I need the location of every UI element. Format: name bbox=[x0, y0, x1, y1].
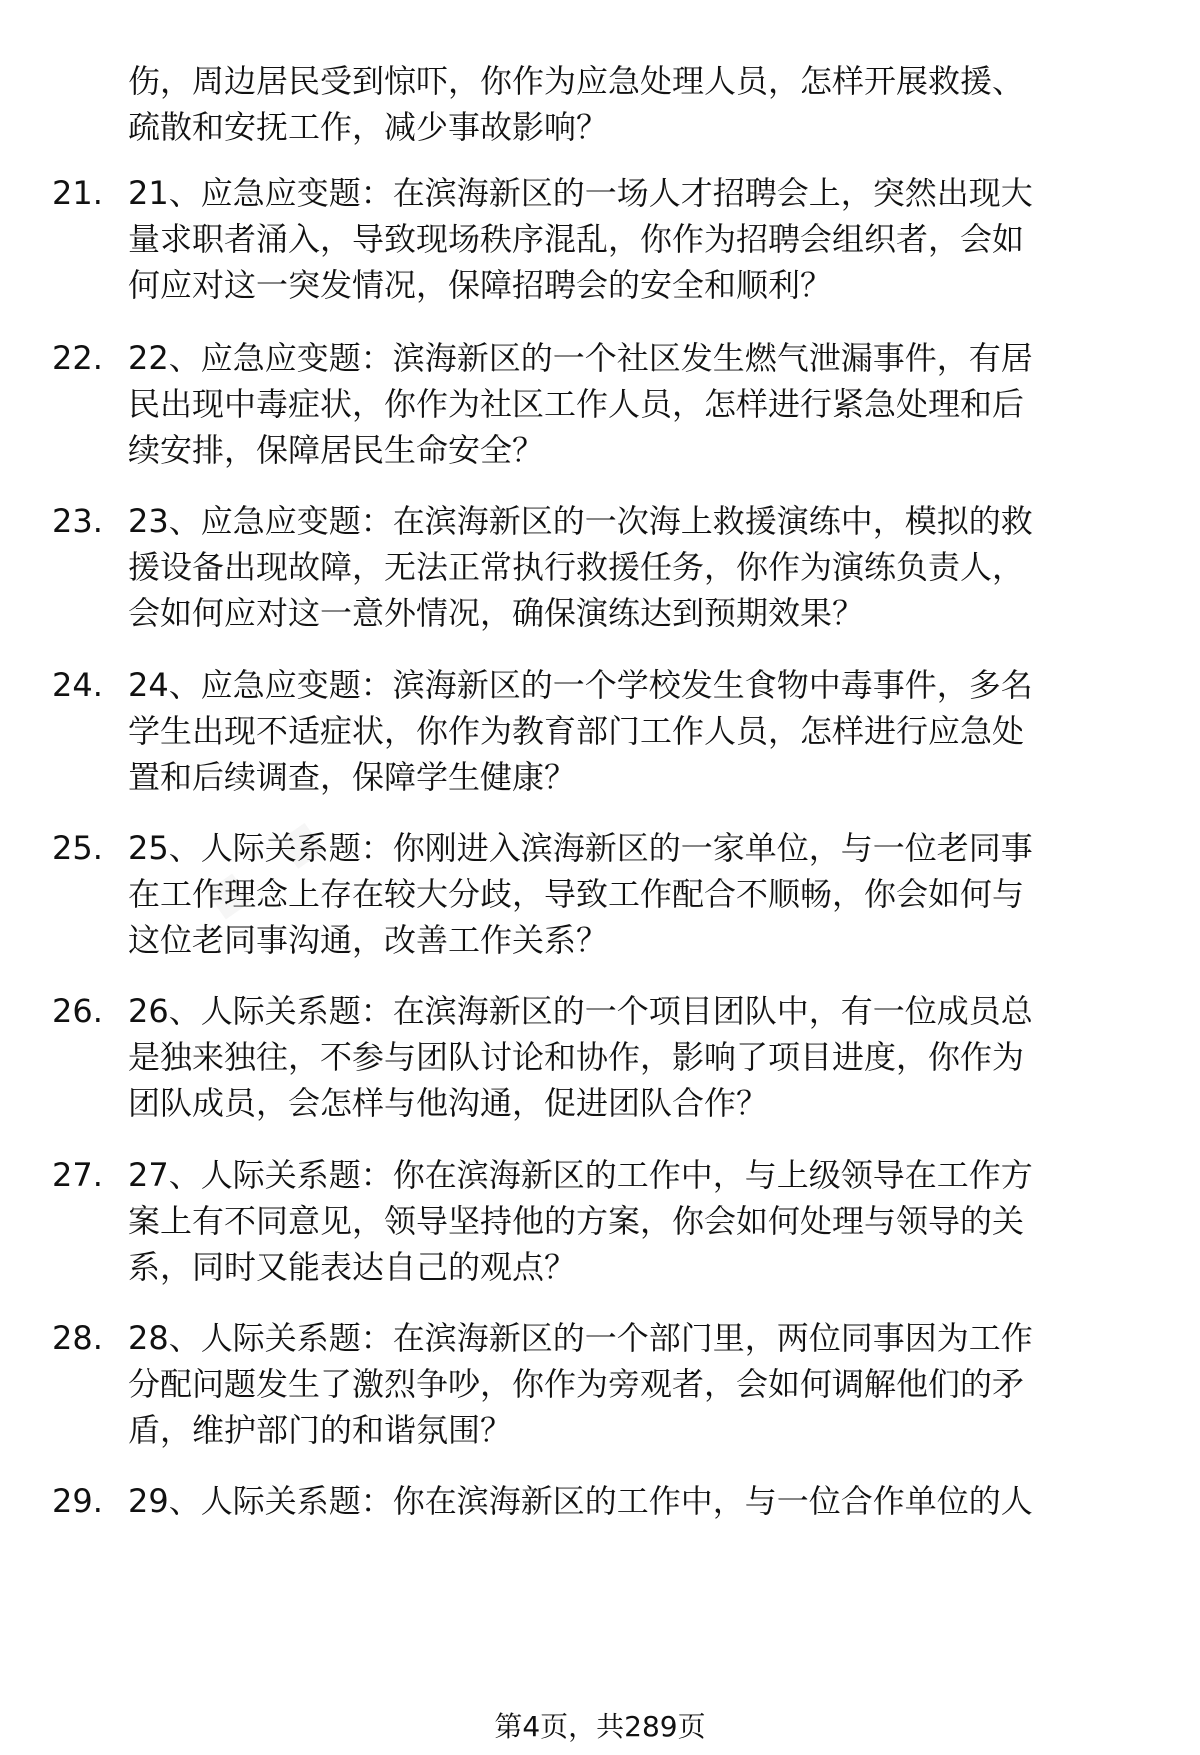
text-line: 21、应急应变题：在滨海新区的一场人才招聘会上，突然出现大 bbox=[128, 174, 1033, 212]
text-line: 这位老同事沟通，改善工作关系？ bbox=[128, 921, 609, 959]
item-number: 23. bbox=[52, 502, 103, 540]
continuation-text bbox=[128, 58, 1148, 150]
text-line: 28、人际关系题：在滨海新区的一个部门里，两位同事因为工作 bbox=[128, 1319, 1033, 1357]
text-line: 是独来独往，不参与团队讨论和协作，影响了项目进度，你作为 bbox=[128, 1038, 1025, 1076]
item-text bbox=[128, 335, 1148, 473]
item-text bbox=[128, 988, 1148, 1126]
item-text bbox=[128, 662, 1148, 800]
text-line: 团队成员，会怎样与他沟通，促进团队合作？ bbox=[128, 1084, 769, 1122]
item-text bbox=[128, 1315, 1148, 1453]
item-text bbox=[128, 1152, 1148, 1290]
text-line: 续安排，保障居民生命安全？ bbox=[128, 431, 545, 469]
item-number: 24. bbox=[52, 666, 103, 704]
text-line: 学生出现不适症状，你作为教育部门工作人员，怎样进行应急处 bbox=[128, 712, 1025, 750]
text-line: 量求职者涌入，导致现场秩序混乱，你作为招聘会组织者，会如 bbox=[128, 220, 1025, 258]
text-line: 23、应急应变题：在滨海新区的一次海上救援演练中，模拟的救 bbox=[128, 502, 1033, 540]
text-line: 援设备出现故障，无法正常执行救援任务，你作为演练负责人， bbox=[128, 548, 1025, 586]
item-number: 26. bbox=[52, 992, 103, 1030]
text-line: 民出现中毒症状，你作为社区工作人员，怎样进行紧急处理和后 bbox=[128, 385, 1025, 423]
item-number: 29. bbox=[52, 1482, 103, 1520]
item-text bbox=[128, 498, 1148, 636]
text-line: 伤，周边居民受到惊吓，你作为应急处理人员，怎样开展救援、 bbox=[128, 62, 1025, 100]
item-text bbox=[128, 1478, 1148, 1524]
text-line: 24、应急应变题：滨海新区的一个学校发生食物中毒事件，多名 bbox=[128, 666, 1033, 704]
text-line: 26、人际关系题：在滨海新区的一个项目团队中，有一位成员总 bbox=[128, 992, 1033, 1030]
text-line: 分配问题发生了激烈争吵，你作为旁观者，会如何调解他们的矛 bbox=[128, 1365, 1025, 1403]
text-line: 29、人际关系题：你在滨海新区的工作中，与一位合作单位的人 bbox=[128, 1482, 1033, 1520]
page-footer: 第4页，共289页 bbox=[494, 1710, 706, 1743]
item-number: 25. bbox=[52, 829, 103, 867]
text-line: 置和后续调查，保障学生健康？ bbox=[128, 758, 577, 796]
text-line: 系，同时又能表达自己的观点？ bbox=[128, 1248, 577, 1286]
text-line: 盾，维护部门的和谐氛围？ bbox=[128, 1411, 513, 1449]
text-line: 27、人际关系题：你在滨海新区的工作中，与上级领导在工作方 bbox=[128, 1156, 1033, 1194]
text-line: 会如何应对这一意外情况，确保演练达到预期效果？ bbox=[128, 594, 865, 632]
text-line: 何应对这一突发情况，保障招聘会的安全和顺利？ bbox=[128, 266, 833, 304]
text-line: 22、应急应变题：滨海新区的一个社区发生燃气泄漏事件，有居 bbox=[128, 339, 1033, 377]
item-number: 27. bbox=[52, 1156, 103, 1194]
item-number: 28. bbox=[52, 1319, 103, 1357]
item-text bbox=[128, 170, 1148, 308]
item-number: 22. bbox=[52, 339, 103, 377]
text-line: 案上有不同意见，领导坚持他的方案，你会如何处理与领导的关 bbox=[128, 1202, 1025, 1240]
text-line: 25、人际关系题：你刚进入滨海新区的一家单位，与一位老同事 bbox=[128, 829, 1033, 867]
item-text bbox=[128, 825, 1148, 963]
text-line: 在工作理念上存在较大分歧，导致工作配合不顺畅，你会如何与 bbox=[128, 875, 1025, 913]
text-line: 疏散和安抚工作，减少事故影响？ bbox=[128, 108, 609, 146]
item-number: 21. bbox=[52, 174, 103, 212]
